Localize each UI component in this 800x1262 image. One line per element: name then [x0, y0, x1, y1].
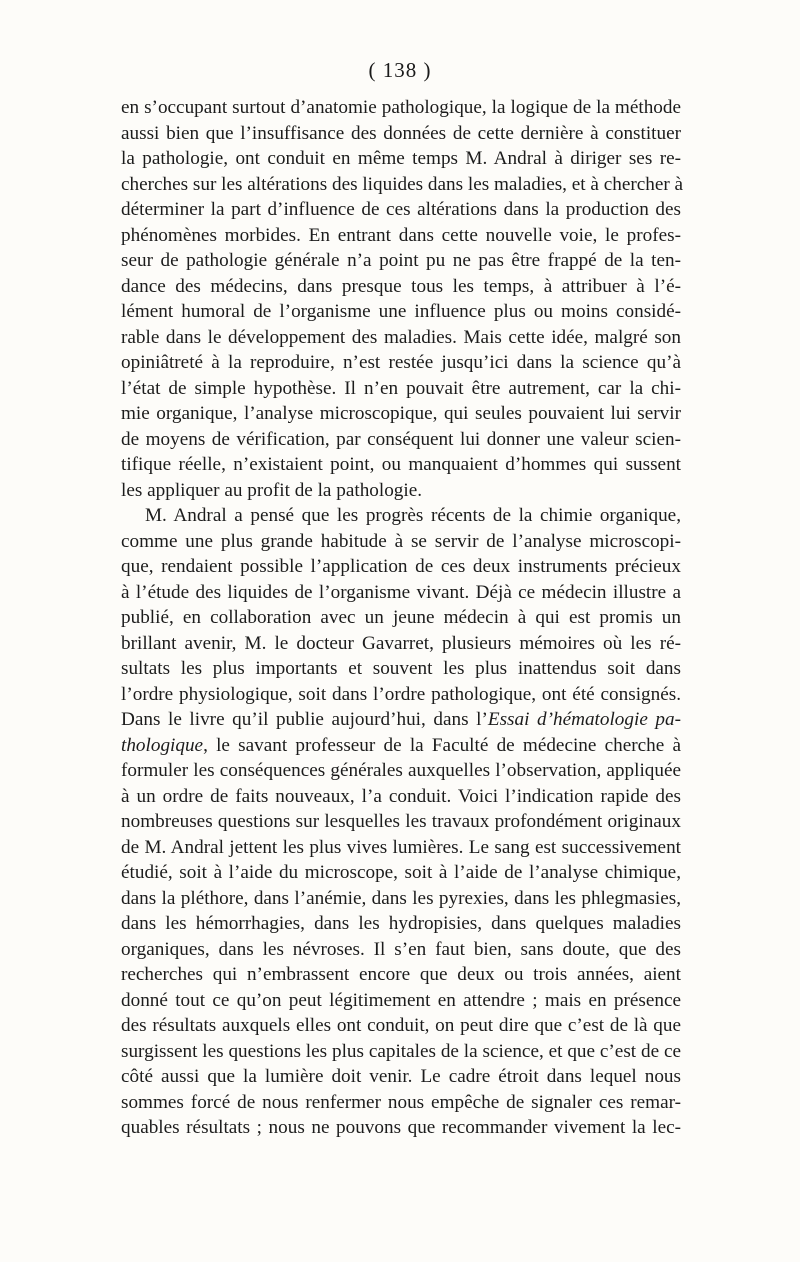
text-line: les appliquer au profit de la pathologie. [121, 479, 423, 501]
text-line: en s’occupant surtout d’anatomie pathologique, la logique de la méthode [121, 97, 681, 118]
paragraph [121, 95, 684, 503]
text-line: nombreuses questions sur lesquelles les travaux profondément originaux [121, 811, 681, 832]
text-line: sultats les plus importants et souvent les plus inattendus soit dans [121, 658, 681, 679]
text-line: déterminer la part d’influence de ces altérations dans la production des [121, 199, 681, 220]
text-line: publié, en collaboration avec un jeune médecin à qui est promis un [121, 607, 681, 628]
text-line: mie organique, l’analyse microscopique, qui seules pouvaient lui servir [121, 403, 681, 424]
text-line: brillant avenir, M. le docteur Gavarret, plusieurs mémoires où les ré- [121, 632, 681, 654]
text-line: rable dans le développement des maladies. Mais cette idée, malgré son [121, 326, 681, 348]
text-line: recherches qui n’embrassent encore que deux ou trois années, aient [121, 964, 681, 985]
text-line: opiniâtreté à la reproduire, n’est restée jusqu’ici dans la science qu’à [121, 352, 681, 373]
text-line: lément humoral de l’organisme une influence plus ou moins considé- [121, 301, 681, 322]
text-line: aussi bien que l’insuffisance des données de cette dernière à constituer [121, 122, 681, 144]
text-line: organiques, dans les névroses. Il s’en faut bien, sans doute, que des [121, 938, 681, 960]
text-line: tifique réelle, n’existaient point, ou manquaient d’hommes qui sussent [121, 454, 681, 475]
text-line: sommes forcé de nous renfermer nous empêche de signaler ces remar- [121, 1091, 681, 1113]
book-title: Essai d’hématologie pa- [487, 709, 681, 730]
text-line: à l’étude des liquides de l’organisme vivant. Déjà ce médecin illustre a [121, 581, 681, 603]
text-line: à un ordre de faits nouveaux, l’a conduit. Voici l’indication rapide des [121, 785, 681, 807]
text-line: de M. Andral jettent les plus vives lumières. Le sang est successivement [121, 836, 681, 858]
text-line: formuler les conséquences générales auxquelles l’observation, appliquée [121, 760, 681, 781]
text-fragment: Dans le livre qu’il publie aujourd’hui, dans l’ [121, 709, 488, 730]
text-line: de moyens de vérification, par conséquent lui donner une valeur scien- [121, 428, 681, 450]
text-line: la pathologie, ont conduit en même temps M. Andral à diriger ses re- [121, 148, 681, 169]
text-line: dans les hémorrhagies, dans les hydropisies, dans quelques maladies [121, 913, 681, 934]
text-line: quables résultats ; nous ne pouvons que recommander vivement la lec- [121, 1117, 681, 1138]
paragraph [121, 503, 681, 1141]
text-line: cherches sur les altérations des liquides dans les maladies, et à chercher à [121, 173, 684, 195]
text-line: seur de pathologie générale n’a point pu ne pas être frappé de la ten- [121, 250, 681, 271]
text-line: phénomènes morbides. En entrant dans cette nouvelle voie, le profes- [121, 224, 681, 246]
text-line [121, 707, 681, 733]
text-line [121, 733, 681, 759]
text-line: surgissent les questions les plus capitales de la science, et que c’est de ce [121, 1040, 681, 1062]
page-number: ( 138 ) [368, 58, 432, 82]
text-line: comme une plus grande habitude à se servir de l’analyse microscopi- [121, 530, 681, 552]
text-line: l’état de simple hypothèse. Il n’en pouvait être autrement, car la chi- [121, 377, 681, 399]
text-line: des résultats auxquels elles ont conduit, on peut dire que c’est de là que [121, 1015, 681, 1036]
text-line: côté aussi que la lumière doit venir. Le cadre étroit dans lequel nous [121, 1066, 681, 1087]
text-fragment: , le savant professeur de la Faculté de médecine cherche à [203, 734, 681, 756]
text-line: que, rendaient possible l’application de ces deux instruments précieux [121, 556, 681, 577]
book-title: thologique [121, 734, 204, 756]
text-line: M. Andral a pensé que les progrès récents de la chimie organique, [145, 505, 681, 526]
text-line: dans la pléthore, dans l’anémie, dans les pyrexies, dans les phlegmasies, [121, 887, 681, 909]
text-line: dance des médecins, dans presque tous les temps, à attribuer à l’é- [121, 275, 681, 297]
body-text [121, 95, 684, 1141]
text-line: l’ordre physiologique, soit dans l’ordre pathologique, ont été consignés. [121, 683, 681, 705]
text-line: donné tout ce qu’on peut légitimement en attendre ; mais en présence [121, 989, 681, 1011]
text-line: étudié, soit à l’aide du microscope, soit à l’aide de l’analyse chimique, [121, 862, 681, 883]
